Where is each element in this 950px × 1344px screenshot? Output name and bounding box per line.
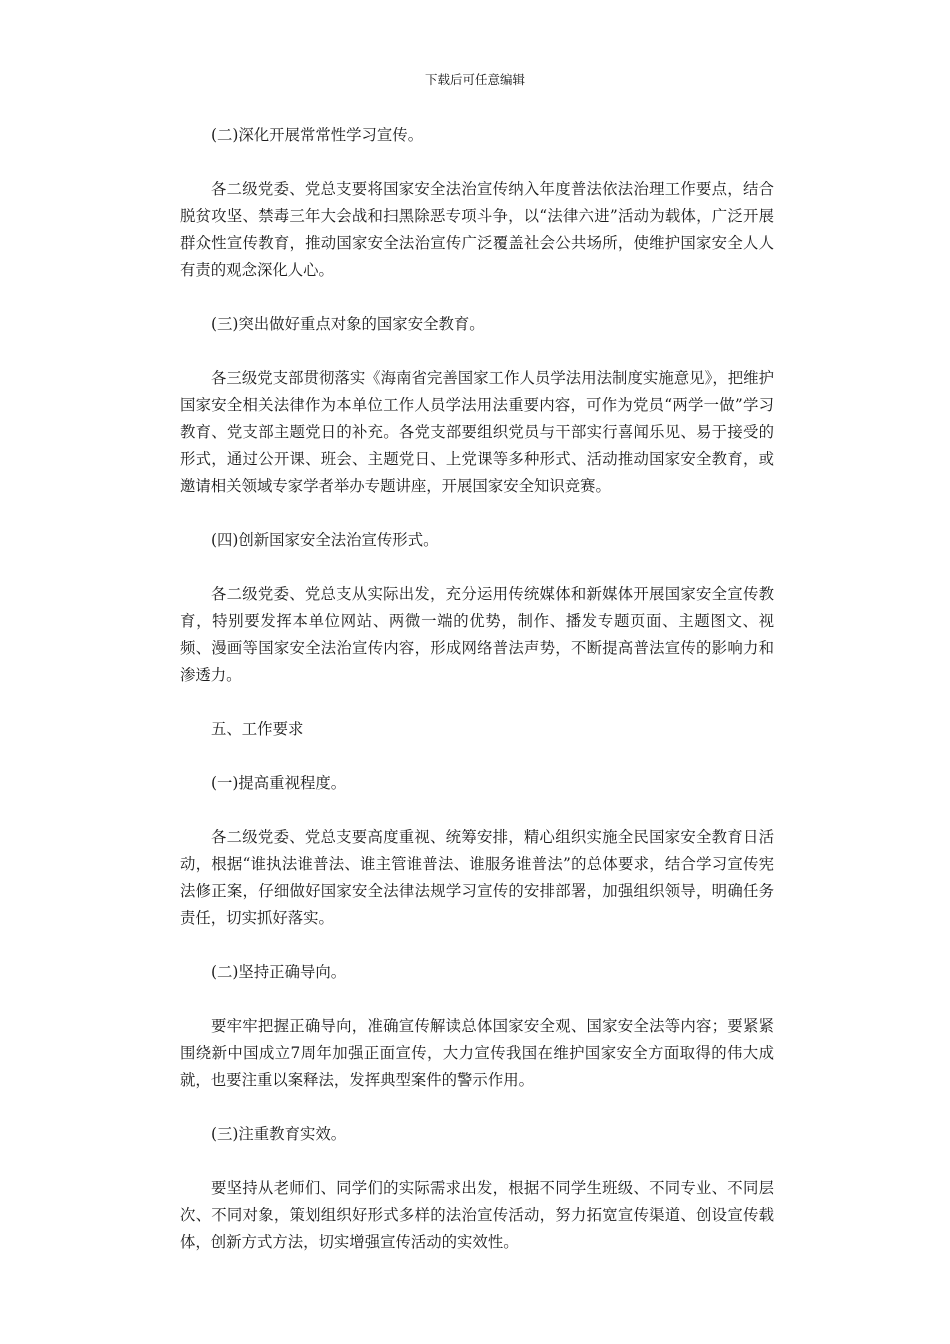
paragraph: 各二级党委、党总支要将国家安全法治宣传纳入年度普法依法治理工作要点，结合脱贫攻坚、禁毒三年大会战和扫黑除恶专项斗争，以“法律六进”活动为载体，广泛开展群众性宣传教育，推动国家安全法治宣传广泛覆盖社会公共场所，使维护国家安全人人有责的观念深化人心。 <box>180 180 774 279</box>
section-heading: (四)创新国家安全法治宣传形式。 <box>211 531 439 549</box>
paragraph: 各三级党支部贯彻落实《海南省完善国家工作人员学法用法制度实施意见》，把维护国家安全相关法律作为本单位工作人员学法用法重要内容，可作为党员“两学一做”学习教育、党支部主题党日的补充。各党支部要组织党员与干部实行喜闻乐见、易于接受的形式，通过公开课、班会、主题党日、上党课等多种形式、活动推动国家安全教育，或邀请相关领域专家学者举办专题讲座，开展国家安全知识竞赛。 <box>180 369 774 495</box>
section-heading: (一)提高重视程度。 <box>211 774 347 792</box>
section-heading: (二)坚持正确导向。 <box>211 963 347 981</box>
section-heading: (二)深化开展常常性学习宣传。 <box>211 126 424 144</box>
document-body <box>180 122 774 1283</box>
section-heading: (三)注重教育实效。 <box>211 1125 347 1143</box>
paragraph: 要牢牢把握正确导向，准确宣传解读总体国家安全观、国家安全法等内容；要紧紧围绕新中国成立7周年加强正面宣传，大力宣传我国在维护国家安全方面取得的伟大成就，也要注重以案释法，发挥典型案件的警示作用。 <box>180 1017 774 1089</box>
chapter-heading: 五、工作要求 <box>211 720 304 738</box>
header-note: 下载后可任意编辑 <box>424 72 525 87</box>
paragraph: 各二级党委、党总支要高度重视、统筹安排，精心组织实施全民国家安全教育日活动，根据“谁执法谁普法、谁主管谁普法、谁服务谁普法”的总体要求，结合学习宣传宪法修正案，仔细做好国家安全法律法规学习宣传的安排部署，加强组织领导，明确任务责任，切实抓好落实。 <box>180 828 774 927</box>
paragraph: 各二级党委、党总支从实际出发，充分运用传统媒体和新媒体开展国家安全宣传教育，特别要发挥本单位网站、两微一端的优势，制作、播发专题页面、主题图文、视频、漫画等国家安全法治宣传内容，形成网络普法声势，不断提高普法宣传的影响力和渗透力。 <box>180 585 774 684</box>
paragraph: 要坚持从老师们、同学们的实际需求出发，根据不同学生班级、不同专业、不同层次、不同对象，策划组织好形式多样的法治宣传活动，努力拓宽宣传渠道、创设宣传载体，创新方式方法，切实增强宣传活动的实效性。 <box>180 1179 774 1251</box>
section-heading: (三)突出做好重点对象的国家安全教育。 <box>211 315 485 333</box>
